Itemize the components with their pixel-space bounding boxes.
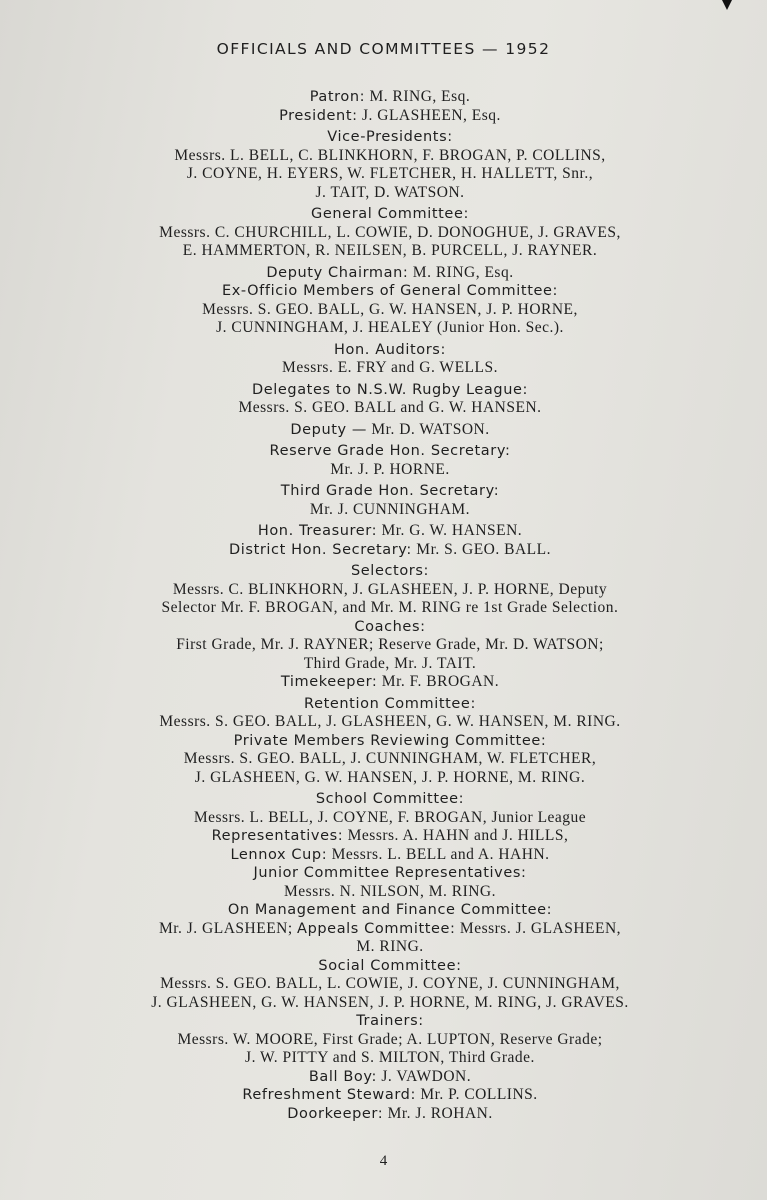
vice-presidents-line-2: J. COYNE, H. EYERS, W. FLETCHER, H. HALLETT, Snr.,: [186, 165, 594, 182]
vice-presidents-line-3: J. TAIT, D. WATSON.: [315, 183, 465, 201]
trainers-line-2: J. W. PITTY and S. MILTON, Third Grade.: [245, 1049, 535, 1066]
private-members-line-1: Messrs. S. GEO. BALL, J. CUNNINGHAM, W. FLETCHER,: [183, 750, 597, 767]
timekeeper-value: Mr. F. BROGAN.: [381, 673, 500, 690]
vice-presidents-label: Vice-Presidents:: [327, 129, 453, 145]
school-representatives-label: Representatives:: [211, 828, 344, 844]
ex-officio-label: Ex-Officio Members of General Committee:: [221, 283, 559, 299]
deputy-chairman-label: Deputy Chairman:: [266, 264, 409, 281]
auditors-label: Hon. Auditors:: [334, 341, 446, 358]
ex-officio-note: (Junior Hon. Sec.).: [436, 319, 564, 336]
patron-label: Patron:: [309, 89, 366, 105]
timekeeper-line: [50, 673, 730, 692]
deputy-chairman-value: M. RING, Esq.: [412, 263, 514, 281]
treasurer-label: Hon. Treasurer:: [257, 523, 378, 539]
school-line-3: [50, 846, 730, 865]
ex-officio-line-1: Messrs. S. GEO. BALL, G. W. HANSEN, J. P. HORNE,: [202, 300, 578, 318]
coaches-line-1: First Grade, Mr. J. RAYNER; Reserve Grade, Mr. D. WATSON;: [176, 636, 604, 653]
management-line-2: M. RING.: [356, 938, 424, 955]
delegates-label: Delegates to N.S.W. Rugby League:: [251, 381, 529, 398]
social-line-2: J. GLASHEEN, G. W. HANSEN, J. P. HORNE, M. RING, J. GRAVES.: [151, 993, 629, 1011]
school-label: School Committee:: [315, 791, 465, 807]
reserve-secretary-value: Mr. J. P. HORNE.: [330, 460, 450, 478]
doorkeeper-value: Mr. J. ROHAN.: [387, 1104, 493, 1122]
private-members-line-2: J. GLASHEEN, G. W. HANSEN, J. P. HORNE, M. RING.: [194, 768, 586, 786]
coaches-line-2: Third Grade, Mr. J. TAIT.: [303, 654, 477, 672]
auditors-value: Messrs. E. FRY and G. WELLS.: [282, 359, 498, 376]
appeals-label: Appeals Committee:: [297, 920, 456, 937]
retention-value: Messrs. S. GEO. BALL, J. GLASHEEN, G. W. HANSEN, M. RING.: [159, 713, 621, 730]
president-line: [50, 107, 730, 126]
social-label: Social Committee:: [318, 957, 462, 974]
timekeeper-label: Timekeeper:: [280, 674, 378, 690]
delegates-value: Messrs. S. GEO. BALL and G. W. HANSEN.: [238, 399, 542, 416]
trainers-line-1: Messrs. W. MOORE, First Grade; A. LUPTON, Reserve Grade;: [177, 1030, 603, 1048]
school-representatives-value: Messrs. A. HAHN and J. HILLS,: [347, 827, 569, 844]
doorkeeper-line: [50, 1105, 730, 1124]
selectors-line-1: Messrs. C. BLINKHORN, J. GLASHEEN, J. P. HORNE, Deputy: [172, 580, 608, 598]
district-secretary-line: [50, 541, 730, 560]
junior-committee-label: Junior Committee Representatives:: [253, 865, 527, 881]
ball-boy-value: J. VAWDON.: [381, 1067, 472, 1085]
management-label: On Management and Finance Committee:: [227, 902, 553, 918]
treasurer-line: [50, 522, 730, 541]
general-committee-label: General Committee:: [311, 206, 469, 222]
doorkeeper-label: Doorkeeper:: [287, 1105, 384, 1122]
lennox-cup-label: Lennox Cup:: [230, 846, 328, 863]
officials-list: [50, 88, 730, 1123]
patron-line: [50, 88, 730, 107]
trainers-label: Trainers:: [356, 1013, 424, 1029]
retention-label: Retention Committee:: [304, 695, 476, 712]
ball-boy-line: [50, 1068, 730, 1087]
third-secretary-label: Third Grade Hon. Secretary:: [280, 483, 500, 499]
ex-officio-line-2: [50, 319, 730, 338]
refreshment-value: Mr. P. COLLINS.: [420, 1086, 538, 1103]
refreshment-label: Refreshment Steward:: [242, 1087, 416, 1103]
corner-mark: [722, 0, 732, 10]
delegates-deputy-line: [50, 421, 730, 440]
delegates-deputy-label: Deputy —: [290, 421, 368, 438]
president-label: President:: [279, 107, 358, 124]
management-member: Mr. J. GLASHEEN;: [158, 919, 293, 937]
vice-presidents-line-1: Messrs. L. BELL, C. BLINKHORN, F. BROGAN, P. COLLINS,: [174, 146, 606, 164]
management-line-1: [50, 920, 730, 939]
president-value: J. GLASHEEN, Esq.: [361, 106, 501, 124]
deputy-chairman-line: [50, 264, 730, 283]
social-line-1: Messrs. S. GEO. BALL, L. COWIE, J. COYNE, J. CUNNINGHAM,: [160, 975, 620, 992]
selectors-line-2: Selector Mr. F. BROGAN, and Mr. M. RING re 1st Grade Selection.: [161, 599, 619, 616]
refreshment-line: [50, 1086, 730, 1105]
general-committee-line-1: Messrs. C. CHURCHILL, L. COWIE, D. DONOGHUE, J. GRAVES,: [159, 223, 621, 241]
private-members-label: Private Members Reviewing Committee:: [233, 732, 547, 749]
district-secretary-value: Mr. S. GEO. BALL.: [416, 540, 551, 558]
appeals-value: Messrs. J. GLASHEEN,: [459, 919, 622, 937]
page-number: 4: [379, 1153, 388, 1169]
school-line-1: Messrs. L. BELL, J. COYNE, F. BROGAN, Junior League: [193, 808, 587, 826]
page-title: OFFICIALS AND COMMITTEES — 1952: [216, 40, 551, 58]
general-committee-line-2: E. HAMMERTON, R. NEILSEN, B. PURCELL, J. RAYNER.: [182, 242, 598, 259]
coaches-label: Coaches:: [354, 618, 426, 635]
reserve-secretary-label: Reserve Grade Hon. Secretary:: [269, 443, 511, 459]
junior-committee-value: Messrs. N. NILSON, M. RING.: [284, 882, 496, 900]
ex-officio-names: J. CUNNINGHAM, J. HEALEY: [216, 319, 433, 336]
district-secretary-label: District Hon. Secretary:: [229, 541, 412, 558]
patron-value: M. RING, Esq.: [369, 88, 471, 105]
delegates-deputy-value: Mr. D. WATSON.: [371, 420, 490, 438]
ball-boy-label: Ball Boy:: [308, 1068, 377, 1085]
third-secretary-value: Mr. J. CUNNINGHAM.: [309, 500, 471, 518]
lennox-cup-value: Messrs. L. BELL and A. HAHN.: [331, 845, 550, 863]
school-line-2: [50, 827, 730, 846]
treasurer-value: Mr. G. W. HANSEN.: [381, 522, 523, 539]
selectors-label: Selectors:: [350, 563, 429, 579]
